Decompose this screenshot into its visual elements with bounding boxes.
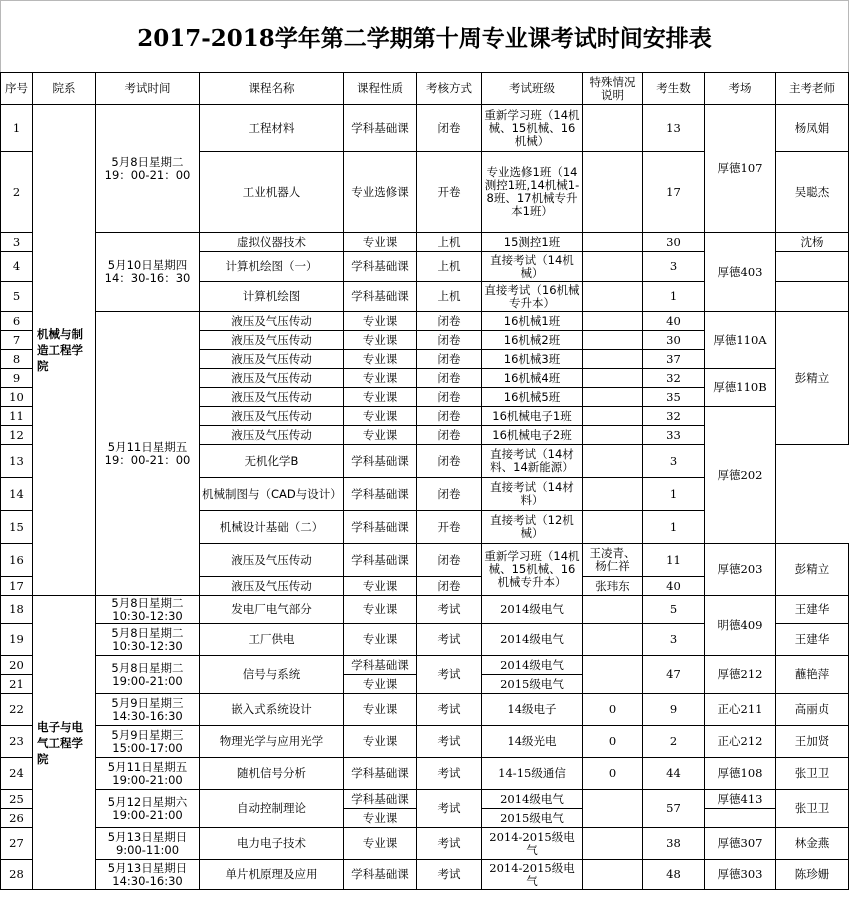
exam-schedule-table [0, 72, 849, 890]
course-cell: 物理光学与应用光学 [200, 726, 344, 758]
special-cell [583, 350, 643, 369]
nature-cell: 专业课 [344, 694, 417, 726]
class-cell: 16机械4班 [482, 369, 583, 388]
method-cell: 考试 [417, 726, 482, 758]
course-cell: 机械制图与（CAD与设计） [200, 478, 344, 511]
count-cell: 30 [643, 233, 705, 252]
special-cell [583, 790, 643, 828]
special-cell [583, 656, 643, 694]
seq-cell: 13 [1, 445, 33, 478]
method-cell: 开卷 [417, 152, 482, 233]
class-cell: 2014级电气 [482, 596, 583, 624]
count-cell: 1 [643, 511, 705, 544]
seq-cell: 21 [1, 675, 33, 694]
room-cell: 厚德110B [705, 369, 776, 407]
class-cell: 直接考试（14机械） [482, 252, 583, 282]
seq-cell: 2 [1, 152, 33, 233]
method-cell: 考试 [417, 656, 482, 694]
class-cell: 16机械5班 [482, 388, 583, 407]
seq-cell: 12 [1, 426, 33, 445]
nature-cell: 学科基础课 [344, 282, 417, 312]
method-cell: 上机 [417, 252, 482, 282]
nature-cell: 专业课 [344, 233, 417, 252]
nature-cell: 学科基础课 [344, 656, 417, 675]
class-cell: 14级电子 [482, 694, 583, 726]
dept-cell: 电子与电气工程学院 [33, 596, 96, 890]
teacher-cell: 彭精立 [776, 312, 849, 445]
count-cell: 30 [643, 331, 705, 350]
course-cell: 虚拟仪器技术 [200, 233, 344, 252]
table-row [1, 105, 849, 152]
special-cell [583, 426, 643, 445]
count-cell: 5 [643, 596, 705, 624]
class-cell: 2014级电气 [482, 656, 583, 675]
nature-cell: 专业课 [344, 369, 417, 388]
special-cell [583, 282, 643, 312]
room-cell: 厚德212 [705, 656, 776, 694]
header-seq: 序号 [1, 73, 33, 105]
special-cell: 张玮东 [583, 577, 643, 596]
count-cell: 32 [643, 407, 705, 426]
nature-cell: 专业课 [344, 426, 417, 445]
method-cell: 考试 [417, 596, 482, 624]
time-cell: 5月11日星期五 19:00-21:00 [96, 758, 200, 790]
nature-cell: 学科基础课 [344, 860, 417, 890]
count-cell: 1 [643, 282, 705, 312]
seq-cell: 25 [1, 790, 33, 809]
table-row [1, 860, 849, 890]
method-cell: 考试 [417, 828, 482, 860]
seq-cell: 6 [1, 312, 33, 331]
count-cell: 3 [643, 624, 705, 656]
time-cell: 5月10日星期四 14：30-16：30 [96, 233, 200, 312]
class-cell: 直接考试（12机械） [482, 511, 583, 544]
table-row [1, 828, 849, 860]
count-cell: 57 [643, 790, 705, 828]
special-cell [583, 388, 643, 407]
count-cell: 9 [643, 694, 705, 726]
count-cell: 2 [643, 726, 705, 758]
class-cell: 14级光电 [482, 726, 583, 758]
count-cell: 1 [643, 478, 705, 511]
teacher-cell: 吴聪杰 [776, 152, 849, 233]
table-row [1, 694, 849, 726]
method-cell: 闭卷 [417, 426, 482, 445]
seq-cell: 10 [1, 388, 33, 407]
course-cell: 电力电子技术 [200, 828, 344, 860]
class-cell: 2014-2015级电气 [482, 860, 583, 890]
course-cell: 液压及气压传动 [200, 577, 344, 596]
course-cell: 无机化学B [200, 445, 344, 478]
teacher-cell: 王加贤 [776, 726, 849, 758]
seq-cell: 22 [1, 694, 33, 726]
header-count: 考生数 [643, 73, 705, 105]
count-cell: 11 [643, 544, 705, 577]
nature-cell: 专业课 [344, 596, 417, 624]
special-cell [583, 233, 643, 252]
nature-cell: 专业选修课 [344, 152, 417, 233]
room-cell: 厚德203 [705, 544, 776, 596]
course-cell: 机械设计基础（二） [200, 511, 344, 544]
class-cell: 2015级电气 [482, 675, 583, 694]
seq-cell: 11 [1, 407, 33, 426]
room-cell: 厚德107 [705, 105, 776, 233]
nature-cell: 专业课 [344, 577, 417, 596]
method-cell: 考试 [417, 758, 482, 790]
nature-cell: 专业课 [344, 388, 417, 407]
seq-cell: 27 [1, 828, 33, 860]
teacher-cell [776, 252, 849, 282]
seq-cell: 3 [1, 233, 33, 252]
special-cell: 0 [583, 758, 643, 790]
method-cell: 开卷 [417, 511, 482, 544]
dept-cell: 机械与制造工程学院 [33, 105, 96, 596]
special-cell [583, 478, 643, 511]
nature-cell: 专业课 [344, 407, 417, 426]
nature-cell: 专业课 [344, 726, 417, 758]
teacher-cell: 陈珍姗 [776, 860, 849, 890]
table-row [1, 312, 849, 331]
nature-cell: 专业课 [344, 624, 417, 656]
header-row [1, 73, 849, 105]
count-cell: 44 [643, 758, 705, 790]
method-cell: 考试 [417, 624, 482, 656]
time-cell: 5月8日星期二 19:00-21:00 [96, 656, 200, 694]
class-cell: 直接考试（14材料） [482, 478, 583, 511]
special-cell [583, 369, 643, 388]
nature-cell: 学科基础课 [344, 511, 417, 544]
method-cell: 闭卷 [417, 577, 482, 596]
count-cell: 3 [643, 252, 705, 282]
method-cell: 闭卷 [417, 369, 482, 388]
header-room: 考场 [705, 73, 776, 105]
seq-cell: 23 [1, 726, 33, 758]
teacher-cell: 杨凤娟 [776, 105, 849, 152]
class-cell: 16机械电子1班 [482, 407, 583, 426]
method-cell: 闭卷 [417, 350, 482, 369]
special-cell [583, 596, 643, 624]
time-cell: 5月8日星期二 19：00-21：00 [96, 105, 200, 233]
course-cell: 液压及气压传动 [200, 426, 344, 445]
nature-cell: 学科基础课 [344, 758, 417, 790]
time-cell: 5月11日星期五 19：00-21：00 [96, 312, 200, 596]
special-cell: 0 [583, 726, 643, 758]
class-cell: 2014级电气 [482, 790, 583, 809]
teacher-cell: 高丽贞 [776, 694, 849, 726]
special-cell: 王凌青、杨仁祥 [583, 544, 643, 577]
course-cell: 液压及气压传动 [200, 544, 344, 577]
class-cell: 专业选修1班（14测控1班,14机械1-8班、17机械专升本1班） [482, 152, 583, 233]
course-cell: 液压及气压传动 [200, 369, 344, 388]
course-cell: 随机信号分析 [200, 758, 344, 790]
method-cell: 闭卷 [417, 445, 482, 478]
nature-cell: 专业课 [344, 809, 417, 828]
special-cell: 0 [583, 694, 643, 726]
class-cell: 16机械1班 [482, 312, 583, 331]
special-cell [583, 624, 643, 656]
count-cell: 3 [643, 445, 705, 478]
count-cell: 33 [643, 426, 705, 445]
count-cell: 32 [643, 369, 705, 388]
teacher-cell [776, 282, 849, 312]
method-cell: 闭卷 [417, 388, 482, 407]
teacher-cell: 王建华 [776, 596, 849, 624]
method-cell: 考试 [417, 860, 482, 890]
special-cell [583, 105, 643, 152]
seq-cell: 8 [1, 350, 33, 369]
count-cell: 47 [643, 656, 705, 694]
room-cell: 明德409 [705, 596, 776, 656]
room-cell: 厚德307 [705, 828, 776, 860]
time-cell: 5月12日星期六 19:00-21:00 [96, 790, 200, 828]
course-cell: 液压及气压传动 [200, 407, 344, 426]
room-cell: 厚德413 [705, 790, 776, 809]
special-cell [583, 407, 643, 426]
seq-cell: 5 [1, 282, 33, 312]
count-cell: 40 [643, 577, 705, 596]
room-cell: 正心212 [705, 726, 776, 758]
count-cell: 13 [643, 105, 705, 152]
nature-cell: 专业课 [344, 828, 417, 860]
method-cell: 上机 [417, 282, 482, 312]
class-cell: 15测控1班 [482, 233, 583, 252]
class-cell: 直接考试（14材料、14新能源） [482, 445, 583, 478]
class-cell: 2014级电气 [482, 624, 583, 656]
teacher-cell: 张卫卫 [776, 790, 849, 828]
seq-cell: 24 [1, 758, 33, 790]
teacher-cell: 彭精立 [776, 544, 849, 596]
nature-cell: 学科基础课 [344, 790, 417, 809]
method-cell: 考试 [417, 694, 482, 726]
teacher-cell: 林金燕 [776, 828, 849, 860]
nature-cell: 学科基础课 [344, 252, 417, 282]
teacher-cell: 沈杨 [776, 233, 849, 252]
course-cell: 嵌入式系统设计 [200, 694, 344, 726]
method-cell: 闭卷 [417, 312, 482, 331]
time-cell: 5月8日星期二 10:30-12:30 [96, 624, 200, 656]
seq-cell: 19 [1, 624, 33, 656]
method-cell: 上机 [417, 233, 482, 252]
table-row [1, 596, 849, 624]
seq-cell: 14 [1, 478, 33, 511]
method-cell: 闭卷 [417, 478, 482, 511]
nature-cell: 专业课 [344, 350, 417, 369]
count-cell: 48 [643, 860, 705, 890]
room-cell: 厚德303 [705, 860, 776, 890]
seq-cell: 4 [1, 252, 33, 282]
count-cell: 40 [643, 312, 705, 331]
nature-cell: 学科基础课 [344, 445, 417, 478]
header-nature: 课程性质 [344, 73, 417, 105]
special-cell [583, 252, 643, 282]
time-cell: 5月8日星期二 10:30-12:30 [96, 596, 200, 624]
class-cell: 16机械2班 [482, 331, 583, 350]
special-cell [583, 152, 643, 233]
course-cell: 液压及气压传动 [200, 331, 344, 350]
seq-cell: 18 [1, 596, 33, 624]
course-cell: 计算机绘图（一） [200, 252, 344, 282]
class-cell: 重新学习班（14机械、15机械、16机械专升本） [482, 544, 583, 596]
special-cell [583, 828, 643, 860]
method-cell: 闭卷 [417, 544, 482, 577]
class-cell: 2015级电气 [482, 809, 583, 828]
course-cell: 自动控制理论 [200, 790, 344, 828]
table-row [1, 656, 849, 675]
time-cell: 5月9日星期三 15:00-17:00 [96, 726, 200, 758]
room-cell: 厚德110A [705, 312, 776, 369]
header-method: 考核方式 [417, 73, 482, 105]
nature-cell: 专业课 [344, 312, 417, 331]
nature-cell: 学科基础课 [344, 105, 417, 152]
method-cell: 闭卷 [417, 105, 482, 152]
nature-cell: 专业课 [344, 331, 417, 350]
special-cell [583, 331, 643, 350]
course-cell: 单片机原理及应用 [200, 860, 344, 890]
course-cell: 计算机绘图 [200, 282, 344, 312]
room-cell: 厚德202 [705, 407, 776, 544]
seq-cell: 9 [1, 369, 33, 388]
header-time: 考试时间 [96, 73, 200, 105]
nature-cell: 专业课 [344, 675, 417, 694]
seq-cell: 17 [1, 577, 33, 596]
class-cell: 直接考试（16机械专升本） [482, 282, 583, 312]
teacher-cell: 王建华 [776, 624, 849, 656]
page-title: 2017-2018学年第二学期第十周专业课考试时间安排表 [0, 0, 849, 72]
seq-cell: 7 [1, 331, 33, 350]
count-cell: 38 [643, 828, 705, 860]
course-cell: 工业机器人 [200, 152, 344, 233]
seq-cell: 15 [1, 511, 33, 544]
course-cell: 液压及气压传动 [200, 350, 344, 369]
room-cell: 正心211 [705, 694, 776, 726]
course-cell: 发电厂电气部分 [200, 596, 344, 624]
nature-cell: 学科基础课 [344, 544, 417, 577]
special-cell [583, 312, 643, 331]
seq-cell: 28 [1, 860, 33, 890]
nature-cell: 学科基础课 [344, 478, 417, 511]
room-cell: 厚德403 [705, 233, 776, 312]
header-special: 特殊情况说明 [583, 73, 643, 105]
class-cell: 16机械3班 [482, 350, 583, 369]
special-cell [583, 445, 643, 478]
teacher-cell: 蘸艳萍 [776, 656, 849, 694]
seq-cell: 20 [1, 656, 33, 675]
count-cell: 37 [643, 350, 705, 369]
method-cell: 考试 [417, 790, 482, 828]
count-cell: 35 [643, 388, 705, 407]
count-cell: 17 [643, 152, 705, 233]
class-cell: 16机械电子2班 [482, 426, 583, 445]
header-class: 考试班级 [482, 73, 583, 105]
method-cell: 闭卷 [417, 331, 482, 350]
time-cell: 5月13日星期日 14:30-16:30 [96, 860, 200, 890]
time-cell: 5月13日星期日 9:00-11:00 [96, 828, 200, 860]
course-cell: 工厂供电 [200, 624, 344, 656]
teacher-cell: 张卫卫 [776, 758, 849, 790]
class-cell: 14-15级通信 [482, 758, 583, 790]
course-cell: 工程材料 [200, 105, 344, 152]
room-cell: 厚德108 [705, 758, 776, 790]
course-cell: 信号与系统 [200, 656, 344, 694]
header-dept: 院系 [33, 73, 96, 105]
class-cell: 重新学习班（14机械、15机械、16机械） [482, 105, 583, 152]
method-cell: 闭卷 [417, 407, 482, 426]
special-cell [583, 860, 643, 890]
header-course: 课程名称 [200, 73, 344, 105]
seq-cell: 1 [1, 105, 33, 152]
course-cell: 液压及气压传动 [200, 312, 344, 331]
course-cell: 液压及气压传动 [200, 388, 344, 407]
class-cell: 2014-2015级电气 [482, 828, 583, 860]
time-cell: 5月9日星期三 14:30-16:30 [96, 694, 200, 726]
special-cell [583, 511, 643, 544]
seq-cell: 26 [1, 809, 33, 828]
header-teacher: 主考老师 [776, 73, 849, 105]
table-row [1, 726, 849, 758]
table-row [1, 790, 849, 809]
table-row [1, 233, 849, 252]
seq-cell: 16 [1, 544, 33, 577]
table-row [1, 758, 849, 790]
